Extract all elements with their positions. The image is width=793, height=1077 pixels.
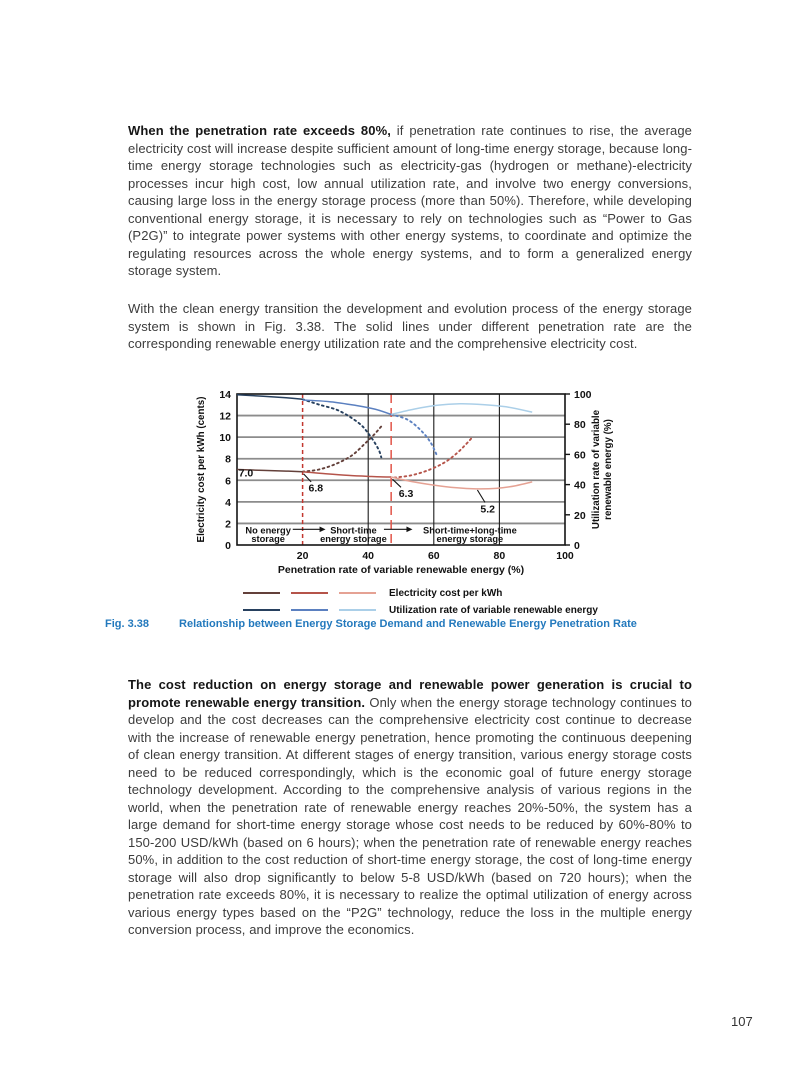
paragraph-lead-bold: When the penetration rate exceeds 80%, bbox=[128, 123, 391, 138]
paragraph-cost-reduction bbox=[128, 676, 692, 939]
svg-text:7.0: 7.0 bbox=[238, 467, 254, 480]
series-util-short-plus-long-solid bbox=[391, 404, 532, 415]
legend-row-utilization-rate bbox=[243, 603, 663, 617]
series-util-no-storage-solid bbox=[237, 395, 303, 400]
svg-text:14: 14 bbox=[219, 389, 231, 401]
svg-text:12: 12 bbox=[219, 410, 231, 423]
svg-text:20: 20 bbox=[574, 509, 586, 522]
svg-text:20: 20 bbox=[296, 550, 309, 562]
svg-text:6.8: 6.8 bbox=[308, 482, 324, 495]
legend-label-utilization-rate: Utilization rate of variable renewable energy bbox=[389, 604, 598, 616]
axis-titles bbox=[196, 397, 614, 576]
svg-text:5.2: 5.2 bbox=[480, 503, 495, 516]
svg-text:0: 0 bbox=[574, 540, 580, 552]
svg-text:Short-time: Short-time bbox=[330, 525, 377, 536]
paragraph-penetration-80 bbox=[128, 122, 692, 280]
series-cost-short-time-solid bbox=[303, 472, 392, 477]
svg-text:100: 100 bbox=[574, 389, 592, 401]
legend-line-cost-light bbox=[339, 592, 376, 594]
svg-text:80: 80 bbox=[493, 550, 506, 562]
svg-text:energy storage: energy storage bbox=[320, 533, 387, 544]
page-number: 107 bbox=[731, 1014, 753, 1029]
series-cost-no-storage-projection bbox=[303, 426, 382, 471]
paragraph-body-text: With the clean energy transition the development and evolution process of the energy storage system is shown in Fig. 3.38. The solid lines under different penetration rate are the corresponding renewable energy utilization rate and the comprehensive electricity cost. bbox=[128, 301, 692, 351]
svg-text:Penetration rate of variable r: Penetration rate of variable renewable energy (%) bbox=[277, 564, 525, 576]
energy-storage-chart bbox=[193, 386, 663, 578]
series-util-short-time-solid bbox=[303, 400, 392, 414]
svg-text:80: 80 bbox=[574, 419, 586, 432]
legend-line-cost-medium bbox=[291, 592, 328, 594]
legend-line-util-light bbox=[339, 609, 376, 611]
svg-text:0: 0 bbox=[225, 540, 231, 552]
value-annotations bbox=[239, 468, 495, 516]
legend-label-electricity-cost: Electricity cost per kWh bbox=[389, 587, 503, 599]
svg-text:6.3: 6.3 bbox=[398, 488, 414, 501]
svg-text:60: 60 bbox=[574, 449, 586, 462]
svg-text:60: 60 bbox=[427, 550, 440, 562]
svg-text:Utilization rate of variable: Utilization rate of variable bbox=[591, 409, 602, 530]
figure-caption-text: Relationship between Energy Storage Demand and Renewable Energy Penetration Rate bbox=[179, 618, 637, 630]
figure-caption-label: Fig. 3.38 bbox=[105, 618, 150, 630]
svg-text:40: 40 bbox=[362, 550, 375, 562]
stage-boundary-lines bbox=[303, 394, 392, 545]
svg-text:6: 6 bbox=[225, 475, 231, 488]
figure-caption bbox=[105, 618, 725, 630]
paragraph-body-text: Only when the energy storage technology continues to develop and the cost decreases can the comprehensive electricity cost continue to decrease with the increase of renewable energy penetration, hence promoting the continuous deepening of clean energy transition. At different stages of energy transition, various energy storage costs need to be reduced correspondingly, which is the economic goal of future energy storage technology development. According to the comprehensive analysis of various regions in the world, when the penetration rate of renewable energy reaches 20%-50%, the system has a large demand for short-time energy storage whose cost needs to be reduced by 60%-80% to 150-200 USD/kWh (based on 6 hours); when the penetration rate of renewable energy reaches 50%, in addition to the cost reduction of short-time energy storage, the cost of long-time energy storage will also drop significantly to below 5-8 USD/kWh (based on 720 hours); when the penetration rate exceeds 80%, it is necessary to realize the optimal utilization of energy across various energy types based on the “P2G” technology, reduce the loss in the multiple energy conversion process, and improve the economics. bbox=[128, 694, 692, 937]
svg-text:8: 8 bbox=[225, 453, 231, 466]
svg-text:Short-time+long-time: Short-time+long-time bbox=[423, 525, 517, 536]
svg-text:40: 40 bbox=[574, 479, 586, 492]
chart-legend bbox=[243, 586, 663, 617]
svg-text:10: 10 bbox=[219, 432, 231, 445]
paragraph-clean-energy-transition bbox=[128, 300, 692, 353]
svg-text:2: 2 bbox=[225, 518, 231, 531]
legend-line-util-medium bbox=[291, 609, 328, 611]
legend-line-cost-dark bbox=[243, 592, 280, 594]
svg-text:100: 100 bbox=[556, 550, 574, 562]
svg-text:Electricity cost per kWh (cent: Electricity cost per kWh (cents) bbox=[196, 396, 207, 543]
legend-line-util-dark bbox=[243, 609, 280, 611]
svg-text:storage: storage bbox=[251, 533, 285, 544]
svg-text:renewable energy (%): renewable energy (%) bbox=[603, 419, 614, 520]
paragraph-lead-bold: The cost reduction on energy storage and renewable power generation is crucial to promote renewable energy transition. bbox=[128, 677, 692, 710]
stage-region-labels bbox=[245, 526, 516, 544]
legend-row-electricity-cost bbox=[243, 586, 663, 600]
svg-text:4: 4 bbox=[225, 496, 231, 509]
figure-3-38 bbox=[193, 386, 663, 620]
series-util-short-time-projection bbox=[391, 414, 437, 456]
svg-text:No energy: No energy bbox=[245, 525, 291, 536]
paragraph-body-text: if penetration rate continues to rise, the average electricity cost will increase despite sufficient amount of long-time energy storage, because long-time energy storage technologies such as electricity-gas (hydrogen or methane)-electricity processes incur high cost, low annual utilization rate, and involve two energy conversions, causing large loss in the energy storage process (more than 50%). Therefore, while developing conventional energy storage, it is necessary to rely on technologies such as “Power to Gas (P2G)” to integrate power systems with other energy systems, to coordinate and optimize the regulating resources across the whole energy systems, and to form a generalized energy storage system. bbox=[128, 123, 692, 278]
svg-text:energy storage: energy storage bbox=[436, 533, 504, 544]
